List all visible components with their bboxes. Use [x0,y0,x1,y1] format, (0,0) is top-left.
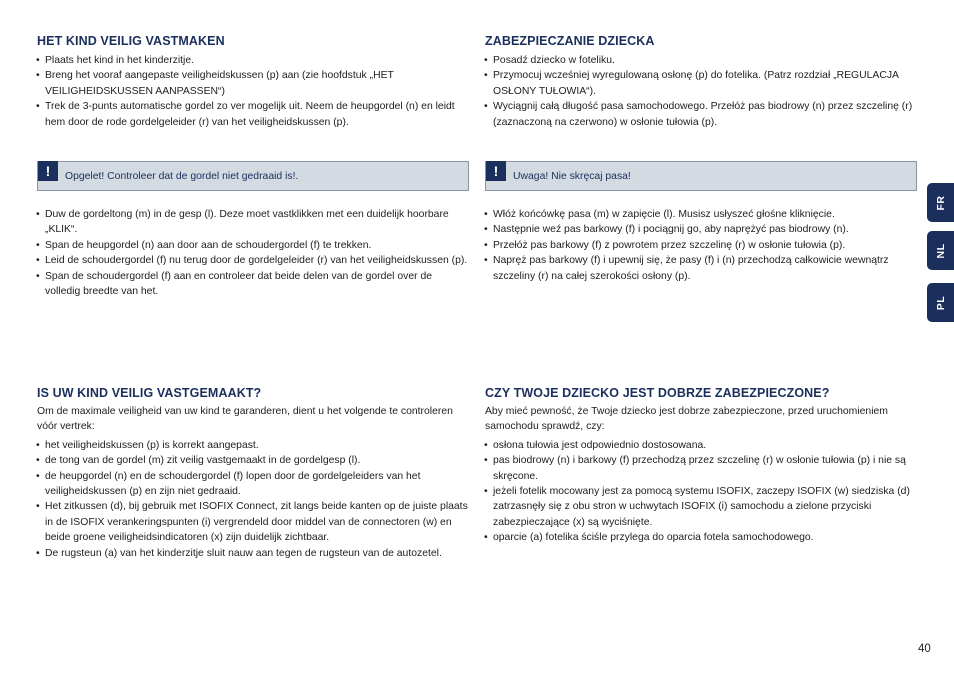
pl-intro-check: Aby mieć pewność, że Twoje dziecko jest dobrze zabezpieczone, przed uruchomieniem samochodu sprawdź, czy: [485,406,888,433]
pl-section-secure-child [485,34,917,130]
language-tab-fr[interactable] [927,183,954,222]
list-item: • Leid de schoudergordel (f) nu terug door de gordelgeleider (r) van het veiligheidskussen (p). [37,253,469,268]
page-number: 40 [918,643,931,655]
nl-section-belt-steps [37,207,469,299]
list-item: • de tong van de gordel (m) zit veilig vastgemaakt in de gordelgesp (l). [37,453,469,468]
pl-section-check [485,386,917,546]
pl-warning-text: Uwaga! Nie skręcaj pasa! [513,171,631,182]
list-item: • Plaats het kind in het kinderzitje. [37,53,469,68]
list-item: • Przymocuj wcześniej wyregulowaną osłonę (p) do fotelika. (Patrz rozdział „REGULACJA OSŁONY TUŁOWIA“). [485,68,917,99]
nl-warning-box [37,161,469,191]
pl-list-secure-child [485,53,917,130]
language-tab-label: NL [934,243,947,258]
pl-section-belt-steps [485,207,917,284]
warning-icon: ! [38,161,58,181]
nl-heading-check: IS UW KIND VEILIG VASTGEMAAKT? [37,386,262,400]
nl-list-secure-child [37,53,469,130]
warning-icon: ! [486,161,506,181]
nl-list-check [37,438,469,561]
list-item: • Wyciągnij całą długość pasa samochodowego. Przełóż pas biodrowy (n) przez szczelinę (r) (zaznaczoną na czerwono) w osłonie tułowia (p). [485,99,917,130]
language-tab-nl[interactable] [927,231,954,270]
pl-heading-check: CZY TWOJE DZIECKO JEST DOBRZE ZABEZPIECZONE? [485,386,830,400]
list-item: • Span de heupgordel (n) aan door aan de schoudergordel (f) te trekken. [37,238,469,253]
list-item: • Span de schoudergordel (f) aan en controleer dat beide delen van de gordel over de volledig breedte van het. [37,269,469,300]
list-item: • jeżeli fotelik mocowany jest za pomocą systemu ISOFIX, zaczepy ISOFIX (w) siedziska (d) zatrzasnęły się z obu stron w uchwytach ISOFIX (i) samochodu a zielone przyciski zabezpieczające (x) są wyciśnięte. [485,484,917,530]
list-item: • Trek de 3-punts automatische gordel zo ver mogelijk uit. Neem de heupgordel (n) en leidt hem door de rode gordelgeleider (r) van het veiligheidskussen (p). [37,99,469,130]
list-item: • Duw de gordeltong (m) in de gesp (l). Deze moet vastklikken met een duidelijk hoorbare „KLIK“. [37,207,469,238]
pl-list-check [485,438,917,546]
language-tab-label: FR [934,195,947,210]
list-item: • de heupgordel (n) en de schoudergordel (f) lopen door de gordelgeleiders van het veiligheidskussen (p) en zijn niet gedraaid. [37,469,469,500]
list-item: • Breng het vooraf aangepaste veiligheidskussen (p) aan (zie hoofdstuk „HET VEILIGHEIDSKUSSEN AANPASSEN“) [37,68,469,99]
list-item: • oparcie (a) fotelika ściśle przylega do oparcia fotela samochodowego. [485,530,917,545]
nl-section-secure-child [37,34,469,130]
nl-warning-text: Opgelet! Controleer dat de gordel niet gedraaid is!. [65,171,299,182]
list-item: • Napręż pas barkowy (f) i upewnij się, że pasy (f) i (n) przechodzą całkowicie wewnątrz szczeliny (r) na całej szerokości osłony (p). [485,253,917,284]
pl-list-belt-steps [485,207,917,284]
list-item: • De rugsteun (a) van het kinderzitje sluit nauw aan tegen de rugsteun van de autozetel. [37,546,469,561]
list-item: • Het zitkussen (d), bij gebruik met ISOFIX Connect, zit langs beide kanten op de juiste plaats in de ISOFIX verankeringspunten (i) vergrendeld door middel van de connectoren (w) en beide groene veiligheidsindicatoren (x) zijn duidelijk zichtbaar. [37,499,469,545]
pl-warning-box [485,161,917,191]
list-item: • Posadź dziecko w foteliku. [485,53,917,68]
language-tab-pl[interactable] [927,283,954,322]
list-item: • Włóż końcówkę pasa (m) w zapięcie (l). Musisz usłyszeć głośne kliknięcie. [485,207,917,222]
nl-section-check [37,386,469,561]
nl-heading-secure-child: HET KIND VEILIG VASTMAKEN [37,34,225,48]
pl-heading-secure-child: ZABEZPIECZANIE DZIECKA [485,34,655,48]
nl-intro-check: Om de maximale veiligheid van uw kind te garanderen, dient u het volgende te controleren vóór vertrek: [37,406,453,433]
list-item: • osłona tułowia jest odpowiednio dostosowana. [485,438,917,453]
list-item: • Następnie weź pas barkowy (f) i pociągnij go, aby naprężyć pas biodrowy (n). [485,222,917,237]
list-item: • pas biodrowy (n) i barkowy (f) przechodzą przez szczelinę (r) w osłonie tułowia (p) i nie są skręcone. [485,453,917,484]
language-tab-label: PL [934,295,947,310]
list-item: • Przełóż pas barkowy (f) z powrotem przez szczelinę (r) w osłonie tułowia (p). [485,238,917,253]
nl-list-belt-steps [37,207,469,299]
list-item: • het veiligheidskussen (p) is korrekt aangepast. [37,438,469,453]
